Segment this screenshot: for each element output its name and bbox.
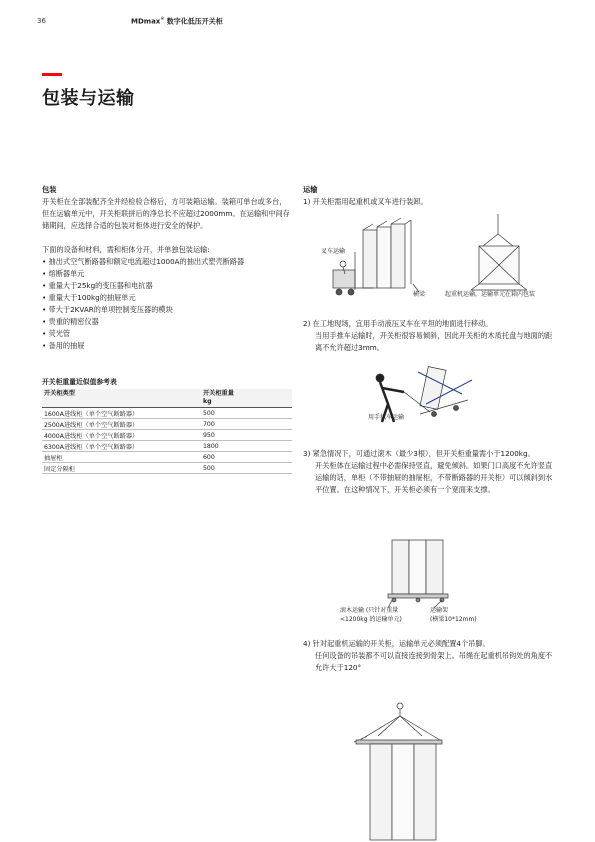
figure-hand-truck	[360, 358, 490, 428]
step-3-line1: 3) 紧急情况下，可通过滚木（最少3根），但开关柜重量需小于1200kg。	[303, 449, 535, 458]
running-header	[131, 16, 223, 26]
fig3-label-base-b: (横梁10*12mm)	[430, 616, 477, 623]
list-item: • 熔断器单元	[42, 268, 292, 280]
packing-heading: 包装	[42, 185, 57, 194]
brand-name: MDmax	[131, 17, 161, 26]
step-3-line2: 开关柜体在运输过程中必需保持竖直，避免倾斜。如果门口高度不允许竖直运输的话，单柜（不带抽屉的抽屉柜，不带断路器的开关柜）可以倾斜到水平位置。在这种情况下，开关柜必须有一个宽面来支撑。	[315, 461, 553, 494]
separate-list	[42, 256, 292, 352]
separate-intro: 下面的设备和材料，需和柜体分开，并单独包装运输:	[42, 245, 210, 254]
doc-title: 数字化低压开关柜	[166, 17, 223, 26]
list-item: • 荧光管	[42, 328, 292, 340]
fig3-label-roller-a: 滚木运输 (只针对重量	[340, 607, 399, 614]
table-caption: 开关柜重量近似值参考表	[42, 378, 117, 386]
list-item: • 带大于2KVAR的单项控制变压器的模块	[42, 304, 292, 316]
table-row: 1600A进线柜（单个空气断路器） 500	[42, 408, 292, 419]
col-header-type: 开关柜类型	[42, 389, 201, 408]
list-item: • 抽出式空气断路器和额定电流超过1000A的抽出式塑壳断路器	[42, 256, 292, 268]
fig1-label-forklift: 叉车运输	[321, 248, 346, 255]
step-2-block	[303, 318, 558, 354]
transport-head	[303, 184, 558, 208]
fig3-label-base-a: 运输架	[430, 607, 449, 614]
table-header-row	[42, 389, 292, 408]
step-4-block	[303, 638, 558, 674]
table-row: 固定分隔柜 500	[42, 463, 292, 474]
list-item: • 备用的抽屉	[42, 340, 292, 352]
left-column	[42, 184, 292, 352]
figure-rollers	[330, 538, 500, 628]
step-2-line1: 2) 在工地现场，宜用手动液压叉车在平坦的地面进行移动。	[303, 319, 493, 328]
page-number: 36	[37, 17, 46, 25]
table-row: 4000A进线柜（单个空气断路器） 950	[42, 430, 292, 441]
registered-mark: ®	[160, 16, 165, 21]
figure-crane-lift	[350, 700, 470, 842]
list-item: • 贵重的精密仪器	[42, 316, 292, 328]
list-item: • 重量大于25kg的变压器和电抗器	[42, 280, 292, 292]
weight-table-block	[42, 376, 292, 474]
table-row: 2500A进线柜（单个空气断路器） 700	[42, 419, 292, 430]
fig1-label-crane: 起重机运输，运输单元在箱内包装	[445, 291, 536, 298]
fig3-label-roller-b: <1200kg 的运输单元)	[340, 616, 402, 623]
fig1-label-base: 横梁	[413, 291, 426, 298]
accent-bar	[42, 73, 62, 76]
step-4-line1: 4) 针对起重机运输的开关柜，运输单元必须配置4个吊脚。	[303, 639, 490, 648]
step-4-line2: 任何设备的吊装都不可以直接连接到骨架上。吊绳在起重机吊钩处的角度不允许大于120°	[315, 651, 553, 672]
figure-forklift-crane	[303, 212, 558, 302]
table-row: 抽屉柜 600	[42, 452, 292, 463]
fig2-label: 用手扒车运输	[368, 414, 405, 421]
transport-heading: 运输	[303, 185, 318, 194]
step-2-line2: 当用手推车运输时，开关柜很容易倾斜，因此开关柜的木质托盘与地面的距离不允许超过3mm。	[315, 331, 553, 352]
step-1: 1) 开关柜需用起重机或叉车进行装卸。	[303, 197, 428, 206]
list-item: • 重量大于100kg的抽屉单元	[42, 292, 292, 304]
table-row: 6300A进线柜（单个空气断路器） 1800	[42, 441, 292, 452]
col-header-weight: 开关柜重量 kg	[201, 389, 292, 408]
packing-paragraph: 开关柜在全部装配齐全并经检验合格后，方可装箱运输。装箱可单台或多台，但在运输单元中，开关柜联拼后的净总长不应超过2000mm。在运输和中间存储期间，应选择合适的包装对柜体进行安全的保护。	[42, 197, 290, 230]
step-3-block	[303, 448, 558, 496]
page-title: 包装与运输	[42, 88, 135, 109]
weight-table	[42, 389, 292, 474]
